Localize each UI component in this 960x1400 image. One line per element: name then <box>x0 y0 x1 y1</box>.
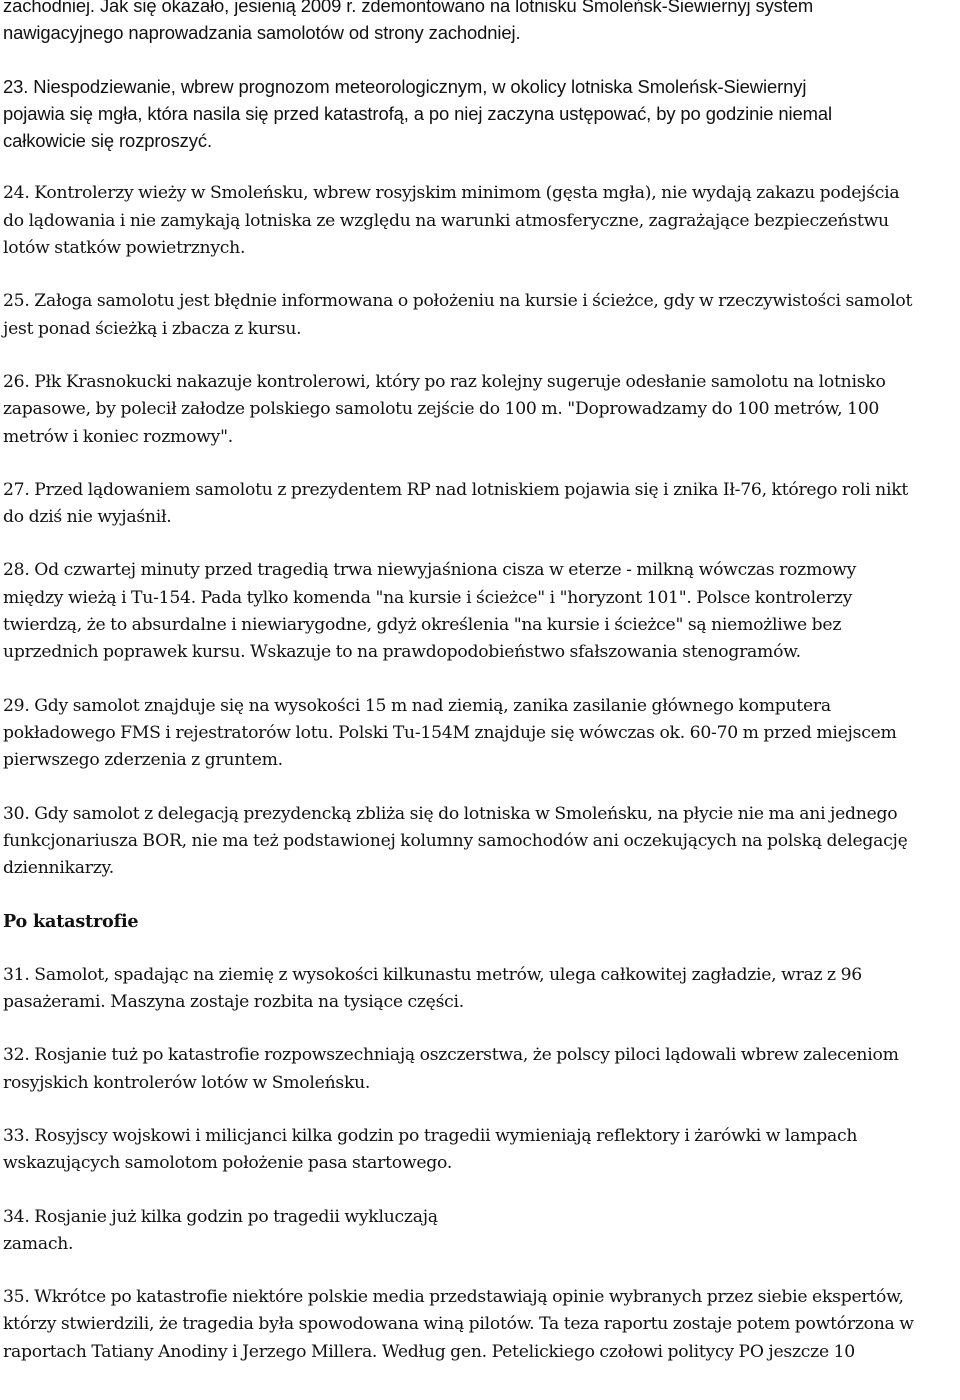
paragraph-31 <box>3 962 957 1017</box>
paragraph-35 <box>3 1284 957 1366</box>
paragraph-line: 27. Przed lądowaniem samolotu z prezydentem RP nad lotniskiem pojawia się i znika Ił-76, którego roli nikt <box>3 479 909 500</box>
paragraph-33 <box>3 1123 957 1178</box>
paragraph-line: 26. Płk Krasnokucki nakazuje kontrolerowi, który po raz kolejny sugeruje odesłanie samolotu na lotnisko <box>3 371 886 392</box>
paragraph-23 <box>3 73 957 155</box>
paragraph-line: metrów i koniec rozmowy". <box>3 426 233 447</box>
paragraph-line: pokładowego FMS i rejestratorów lotu. Polski Tu-154M znajduje się wówczas ok. 60-70 m przed miejscem <box>3 722 897 743</box>
paragraph-line: zapasowe, by polecił załodze polskiego samolotu zejście do 100 m. "Doprowadzamy do 100 metrów, 100 <box>3 399 880 420</box>
paragraph-line: do lądowania i nie zamykają lotniska ze względu na warunki atmosferyczne, zagrażające bezpieczeństwu <box>3 210 889 231</box>
paragraph-line: 24. Kontrolerzy wieży w Smoleńsku, wbrew rosyjskim minimom (gęsta mgła), nie wydają zakazu podejścia <box>3 183 900 204</box>
paragraph-30 <box>3 801 957 883</box>
paragraph-line: 33. Rosyjscy wojskowi i milicjanci kilka godzin po tragedii wymieniają reflektory i żarówki w lampach <box>3 1125 858 1146</box>
paragraph-line: nawigacyjnego naprowadzania samolotów od strony zachodniej. <box>3 22 521 44</box>
paragraph-line: twierdzą, że to absurdalne i niewiarygodne, gdyż określenia "na kursie i ścieżce" są niemożliwe bez <box>3 615 842 636</box>
paragraph-line: między wieżą i Tu-154. Pada tylko komenda "na kursie i ścieżce" i "horyzont 101". Polsce kontrolerzy <box>3 587 853 608</box>
paragraph-28 <box>3 557 957 666</box>
paragraph-line: dziennikarzy. <box>3 858 114 879</box>
paragraph-line: pojawia się mgła, która nasila się przed katastrofą, a po niej zaczyna ustępować, by po godzinie niemal <box>3 102 832 124</box>
paragraph-line: 29. Gdy samolot znajduje się na wysokości 15 m nad ziemią, zanika zasilanie głównego komputera <box>3 695 831 716</box>
paragraph-line: pasażerami. Maszyna zostaje rozbita na tysiące części. <box>3 992 464 1013</box>
paragraph-line: lotów statków powietrznych. <box>3 238 246 259</box>
paragraph-line: 32. Rosjanie tuż po katastrofie rozpowszechniają oszczerstwa, że polscy piloci lądowali wbrew zaleceniom <box>3 1045 899 1066</box>
paragraph-25 <box>3 288 957 343</box>
paragraph-24 <box>3 180 957 262</box>
paragraph-line: 30. Gdy samolot z delegacją prezydencką zbliża się do lotniska w Smoleńsku, na płycie nie ma ani jednego <box>3 803 898 824</box>
paragraph-line: raportach Tatiany Anodiny i Jerzego Millera. Według gen. Petelickiego czołowi politycy PO jeszcze 10 <box>3 1341 855 1362</box>
paragraph-line: pierwszego zderzenia z gruntem. <box>3 750 283 771</box>
paragraph-26 <box>3 369 957 451</box>
paragraph-34 <box>3 1204 957 1259</box>
paragraph-line: 34. Rosjanie już kilka godzin po tragedii wykluczają <box>3 1206 438 1227</box>
paragraph-line: 25. Załoga samolotu jest błędnie informowana o położeniu na kursie i ścieżce, gdy w rzeczywistości samolot <box>3 291 913 312</box>
document-page <box>3 0 957 1392</box>
paragraph-line: zachodniej. Jak się okazało, jesienią 2009 r. zdemontowano na lotnisku Smoleńsk-Siewiernyj system <box>3 0 814 16</box>
paragraph-line: całkowicie się rozproszyć. <box>3 130 212 152</box>
paragraph-line: wskazujących samolotom położenie pasa startowego. <box>3 1153 453 1174</box>
section-heading: Po katastrofie <box>3 911 139 933</box>
paragraph-line: do dziś nie wyjaśnił. <box>3 507 172 528</box>
paragraph-22-continuation <box>3 0 957 47</box>
paragraph-line: uprzednich poprawek kursu. Wskazuje to na prawdopodobieństwo sfałszowania stenogramów. <box>3 642 801 663</box>
paragraph-32 <box>3 1042 957 1097</box>
paragraph-29 <box>3 693 957 775</box>
paragraph-line: 28. Od czwartej minuty przed tragedią trwa niewyjaśniona cisza w eterze - milkną wówczas rozmowy <box>3 560 857 581</box>
paragraph-line: jest ponad ścieżką i zbacza z kursu. <box>3 318 302 339</box>
paragraph-line: 31. Samolot, spadając na ziemię z wysokości kilkunastu metrów, ulega całkowitej zagładzie, wraz z 96 <box>3 964 862 985</box>
paragraph-line: 35. Wkrótce po katastrofie niektóre polskie media przedstawiają opinie wybranych przez siebie ekspertów, <box>3 1287 904 1308</box>
paragraph-line: 23. Niespodziewanie, wbrew prognozom meteorologicznym, w okolicy lotniska Smoleńsk-Siewiernyj <box>3 75 807 97</box>
paragraph-line: rosyjskich kontrolerów lotów w Smoleńsku. <box>3 1072 371 1093</box>
paragraph-line: funkcjonariusza BOR, nie ma też podstawionej kolumny samochodów ani oczekujących na polską delegację <box>3 830 908 851</box>
paragraph-line: którzy stwierdzili, że tragedia była spowodowana winą pilotów. Ta teza raportu zostaje potem powtórzona w <box>3 1314 914 1335</box>
paragraph-27 <box>3 477 957 532</box>
paragraph-line: zamach. <box>3 1233 74 1254</box>
